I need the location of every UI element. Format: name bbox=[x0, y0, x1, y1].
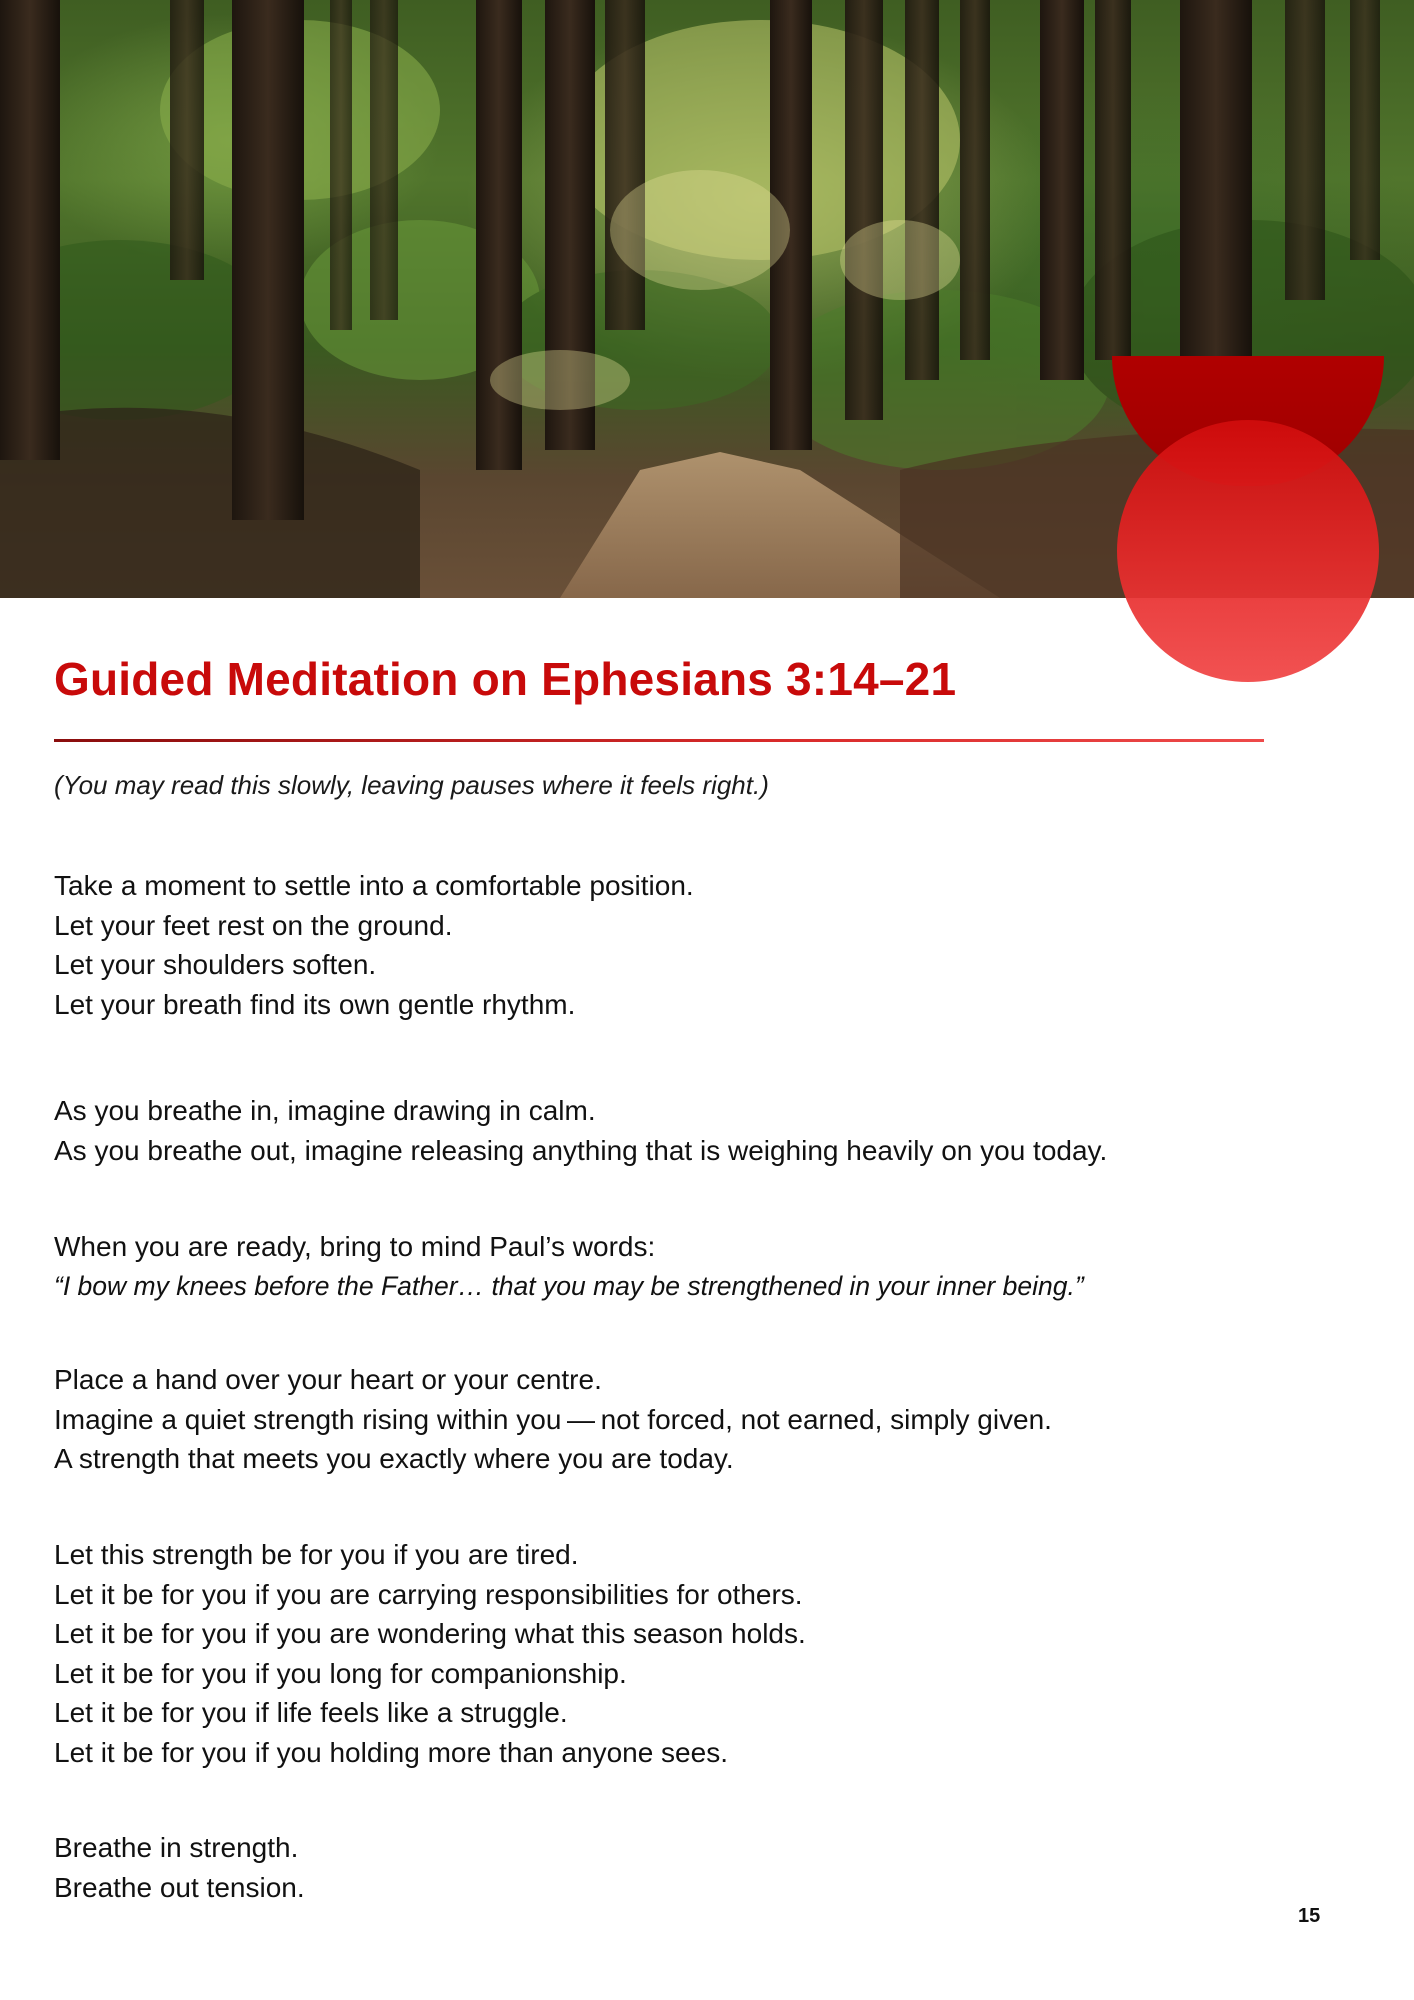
title-divider bbox=[54, 739, 1264, 742]
text-line: Take a moment to settle into a comfortable position. bbox=[54, 870, 694, 901]
text-line: Let it be for you if you holding more than anyone sees. bbox=[54, 1736, 728, 1768]
page-title: Guided Meditation on Ephesians 3:14–21 bbox=[54, 653, 957, 705]
text-line: A strength that meets you exactly where you are today. bbox=[54, 1443, 734, 1474]
text-line: Let it be for you if you are wondering what this season holds. bbox=[54, 1618, 806, 1649]
decorative-circle bbox=[1117, 420, 1379, 682]
text-line: Breathe out tension. bbox=[54, 1871, 305, 1903]
text-line: Breathe in strength. bbox=[54, 1832, 299, 1863]
text-line: Let your breath find its own gentle rhythm. bbox=[54, 988, 576, 1020]
paragraph-breathe bbox=[54, 1091, 1107, 1170]
paragraph-pauls-words bbox=[54, 1227, 1084, 1306]
paragraph-settle bbox=[54, 866, 694, 1024]
text-line: Place a hand over your heart or your centre. bbox=[54, 1364, 602, 1395]
scripture-quote: “I bow my knees before the Father… that you may be strengthened in your inner being.” bbox=[54, 1270, 1084, 1301]
text-line: Let this strength be for you if you are tired. bbox=[54, 1539, 579, 1570]
paragraph-breathe-strength bbox=[54, 1828, 305, 1907]
text-line: When you are ready, bring to mind Paul’s words: bbox=[54, 1231, 656, 1262]
text-line: Let your shoulders soften. bbox=[54, 949, 377, 980]
text-line: Let your feet rest on the ground. bbox=[54, 909, 453, 941]
paragraph-let-it-be bbox=[54, 1535, 806, 1772]
text-line: As you breathe out, imagine releasing anything that is weighing heavily on you today. bbox=[54, 1134, 1108, 1166]
text-line: As you breathe in, imagine drawing in calm. bbox=[54, 1095, 596, 1126]
text-line: Let it be for you if life feels like a struggle. bbox=[54, 1697, 568, 1728]
intro-note: (You may read this slowly, leaving pauses where it feels right.) bbox=[54, 770, 769, 800]
text-line: Let it be for you if you long for companionship. bbox=[54, 1657, 627, 1689]
page-number: 15 bbox=[1298, 1905, 1321, 1927]
text-line: Imagine a quiet strength rising within you — not forced, not earned, simply given. bbox=[54, 1403, 1052, 1435]
text-line: Let it be for you if you are carrying responsibilities for others. bbox=[54, 1578, 803, 1610]
paragraph-strength bbox=[54, 1360, 1052, 1479]
